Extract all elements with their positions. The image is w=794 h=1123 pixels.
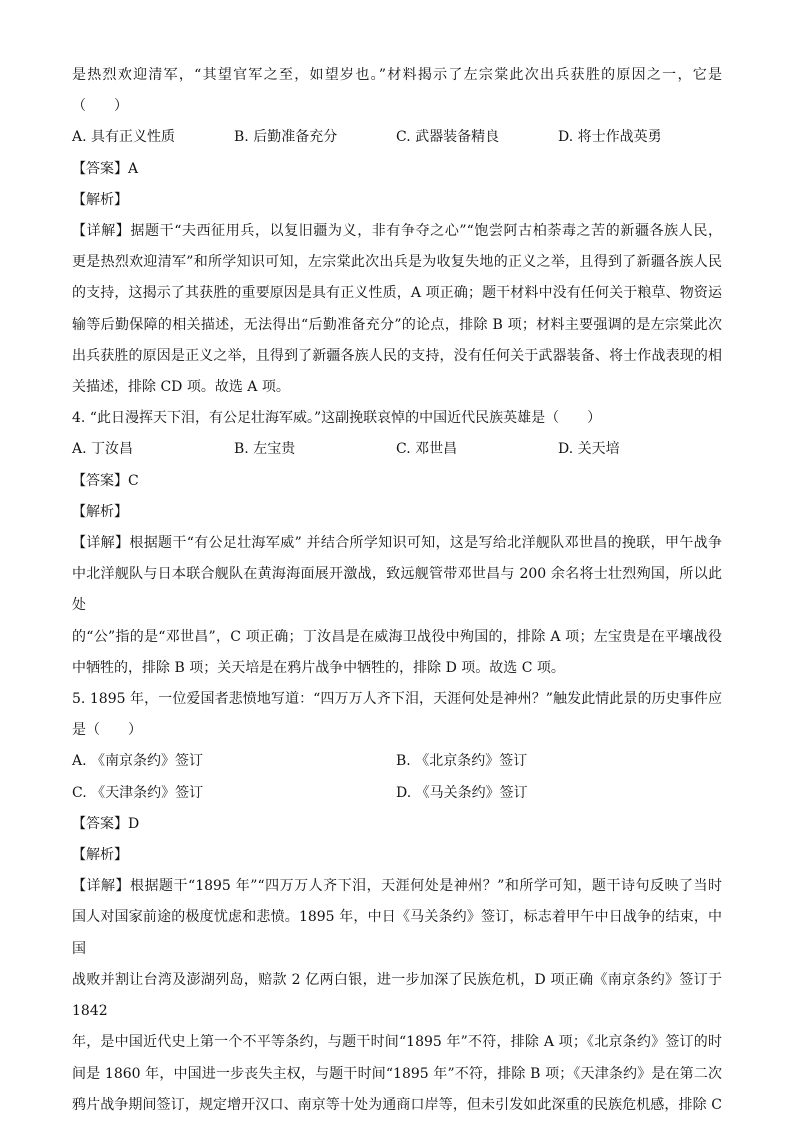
q4-analysis-label: 【解析】 [72,503,128,520]
q3-analysis-label: 【解析】 [72,191,128,208]
q5-option-b: B. 《北京条约》签订 [396,753,528,770]
q3-detail-line: 更是热烈欢迎清军”和所学知识可知，左宗棠此次出兵是为收复失地的正义之举，且得到了新疆各族人民 [72,254,722,271]
q3-option-d: D. 将士作战英勇 [558,129,662,146]
q4-option-d: D. 关天培 [558,441,620,458]
document-page [72,60,722,1121]
q4-detail-line: 中牺牲的，排除 B 项；关天培是在鸦片战争中牺牲的，排除 D 项。故选 C 项。 [72,659,565,676]
q4-answer: 【答案】C [72,472,139,489]
q5-detail-line: 间是 1860 年，中国进一步丧失主权，与题干时间“1895 年”不符，排除 B 项；《天津条约》是在第二次 [72,1065,722,1082]
q5-options-row2 [72,778,722,809]
q3-stem-line1: 是热烈欢迎清军，“其望官军之至，如望岁也。”材料揭示了左宗棠此次出兵获胜的原因之一，它是 [72,67,722,83]
q5-detail-line: 国人对国家前途的极度忧虑和悲愤。1895 年，中日《马关条约》签订，标志着甲午中日战争的结束，中国 [72,909,722,957]
q3-detail-line: 关描述，排除 CD 项。故选 A 项。 [72,379,290,396]
q5-stem-line2: 是（ ） [72,722,142,739]
q3-detail-line: 输等后勤保障的相关描述，无法得出“后勤准备充分”的论点，排除 B 项；材料主要强调的是左宗棠此次 [72,316,722,333]
q5-detail-line: 鸦片战争期间签订，规定增开汉口、南京等十处为通商口岸等，但未引发如此深重的民族危机感，排除 C [72,1096,722,1113]
q5-answer: 【答案】D [72,815,140,832]
q5-detail-line: 【详解】根据题干“1895 年”“四万万人齐下泪，天涯何处是神州？”和所学可知，题干诗句反映了当时 [72,878,722,895]
q3-options [72,122,722,153]
q5-detail-line: 战败并割让台湾及澎湖列岛，赔款 2 亿两白银，进一步加深了民族危机，D 项正确《南京条约》签订于 1842 [72,971,722,1020]
q4-detail-line: 【详解】根据题干“有公足壮海军威” 并结合所学知识可知，这是写给北洋舰队邓世昌的挽联，甲午战争 [72,535,722,552]
q5-analysis-label: 【解析】 [72,847,128,864]
q4-detail-line: 的“公”指的是“邓世昌”，C 项正确；丁汝昌是在威海卫战役中殉国的，排除 A 项；左宝贵是在平壤战役 [72,628,722,645]
q5-option-d: D. 《马关条约》签订 [396,784,528,801]
q3-detail-line: 出兵获胜的原因是正义之举，且得到了新疆各族人民的支持，没有任何关于武器装备、将士作战表现的相 [72,347,722,364]
q3-answer: 【答案】A [72,160,139,177]
q3-option-a: A. 具有正义性质 [72,129,176,146]
q4-stem: 4. “此日漫挥天下泪，有公足壮海军威。”这副挽联哀悼的中国近代民族英雄是（ ） [72,410,602,427]
q5-option-c: C. 《天津条约》签订 [72,784,204,801]
q3-option-c: C. 武器装备精良 [396,129,500,146]
q4-option-b: B. 左宝贵 [234,441,296,458]
q5-detail-line: 年，是中国近代史上第一个不平等条约，与题干时间“1895 年”不符，排除 A 项；《北京条约》签订的时 [72,1034,722,1051]
q5-stem-line1: 5. 1895 年，一位爱国者悲愤地写道：“四万万人齐下泪，天涯何处是神州？”触发此情此景的历史事件应 [72,691,722,708]
q4-option-a: A. 丁汝昌 [72,441,134,458]
q4-options [72,434,722,465]
q5-option-a: A. 《南京条约》签订 [72,753,204,770]
q5-options-row1 [72,746,722,777]
q3-detail-line: 【详解】据题干“夫西征用兵，以复旧疆为义，非有争夺之心”“饱尝阿古柏荼毒之苦的新疆各族人民， [72,223,722,240]
q4-detail-line: 中北洋舰队与日本联合舰队在黄海海面展开激战，致远舰管带邓世昌与 200 余名将士壮烈殉国，所以此处 [72,566,722,614]
q3-option-b: B. 后勤准备充分 [234,129,338,146]
q3-detail-line: 的支持，这揭示了其获胜的重要原因是具有正义性质，A 项正确；题干材料中没有任何关于粮草、物资运 [72,285,722,302]
q3-stem-line2: （ ） [72,98,128,115]
q4-option-c: C. 邓世昌 [396,441,458,458]
